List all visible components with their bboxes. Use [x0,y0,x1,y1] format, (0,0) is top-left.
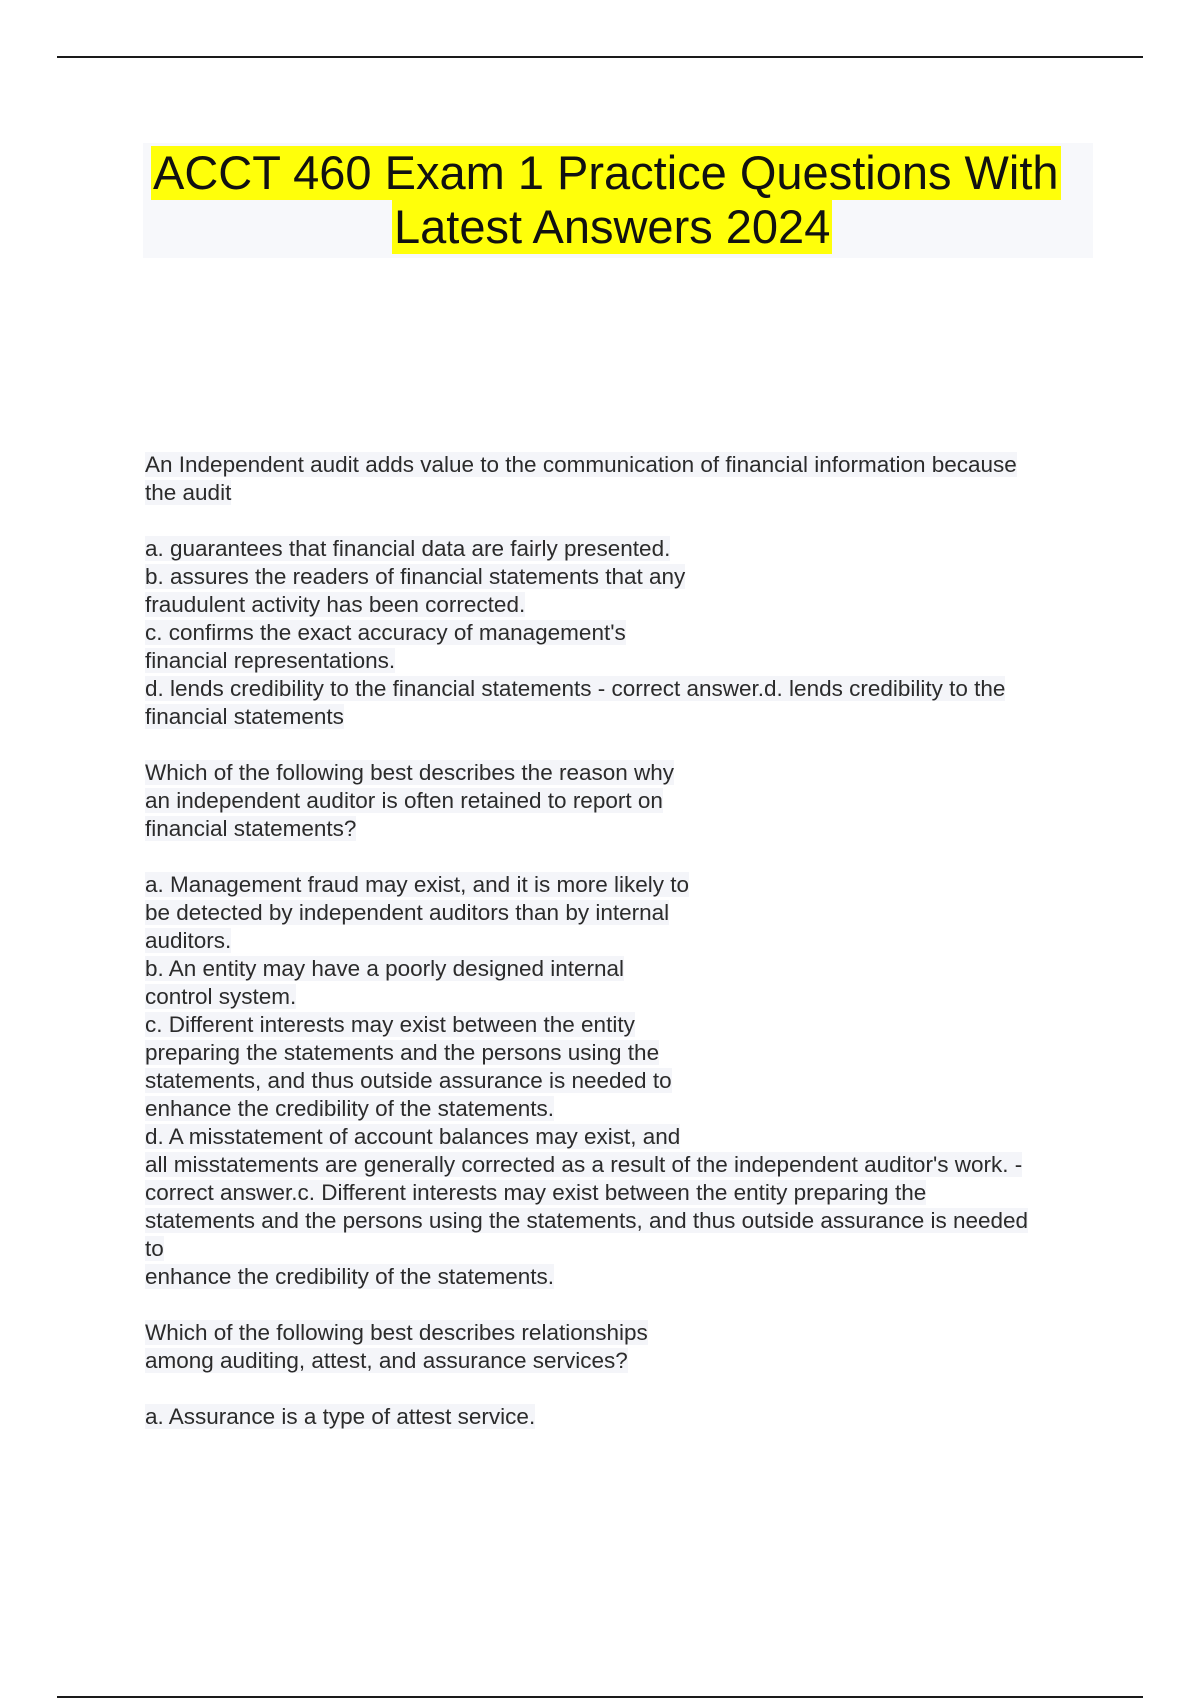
answer-option: statements, and thus outside assurance is needed to [145,1068,672,1093]
question-text: Which of the following best describes relationships [145,1320,648,1345]
answer-option: c. Different interests may exist between the entity [145,1012,635,1037]
answer-option: preparing the statements and the persons using the [145,1040,660,1065]
answer-option: all misstatements are generally corrected as a result of the independent auditor's work. - [145,1152,1023,1177]
bottom-rule [57,1696,1143,1698]
correct-answer: d. lends credibility to the financial statements - correct answer.d. lends credibility to the [145,676,1006,701]
answer-option: b. assures the readers of financial statements that any [145,564,686,589]
answer-option: financial representations. [145,648,396,673]
question-3 [145,1319,1095,1431]
document-body [145,451,1095,1431]
correct-answer: correct answer.c. Different interests may exist between the entity preparing the [145,1180,927,1205]
answer-option: be detected by independent auditors than by internal [145,900,670,925]
correct-answer: to [145,1236,164,1261]
title-line-2: Latest Answers 2024 [394,200,831,253]
correct-answer: financial statements [145,704,344,729]
correct-answer: statements and the persons using the statements, and thus outside assurance is needed [145,1208,1029,1233]
document-title [143,143,1093,258]
answer-option: a. guarantees that financial data are fairly presented. [145,536,671,561]
question-1 [145,451,1095,731]
question-text: among auditing, attest, and assurance services? [145,1348,628,1373]
answer-option: a. Assurance is a type of attest service. [145,1404,536,1429]
question-text: An Independent audit adds value to the communication of financial information because [145,452,1017,477]
title-line-1: ACCT 460 Exam 1 Practice Questions With [153,146,1059,199]
question-text: financial statements? [145,816,357,841]
question-text: an independent auditor is often retained to report on [145,788,663,813]
answer-option: control system. [145,984,297,1009]
question-text: the audit [145,480,232,505]
top-rule [57,56,1143,58]
answer-option: d. A misstatement of account balances may exist, and [145,1124,681,1149]
answer-option: a. Management fraud may exist, and it is more likely to [145,872,689,897]
question-2 [145,759,1095,1291]
answer-option: enhance the credibility of the statements. [145,1096,554,1121]
correct-answer: enhance the credibility of the statements. [145,1264,554,1289]
answer-option: fraudulent activity has been corrected. [145,592,526,617]
answer-option: auditors. [145,928,232,953]
question-text: Which of the following best describes the reason why [145,760,675,785]
answer-option: c. confirms the exact accuracy of management's [145,620,626,645]
answer-option: b. An entity may have a poorly designed internal [145,956,625,981]
